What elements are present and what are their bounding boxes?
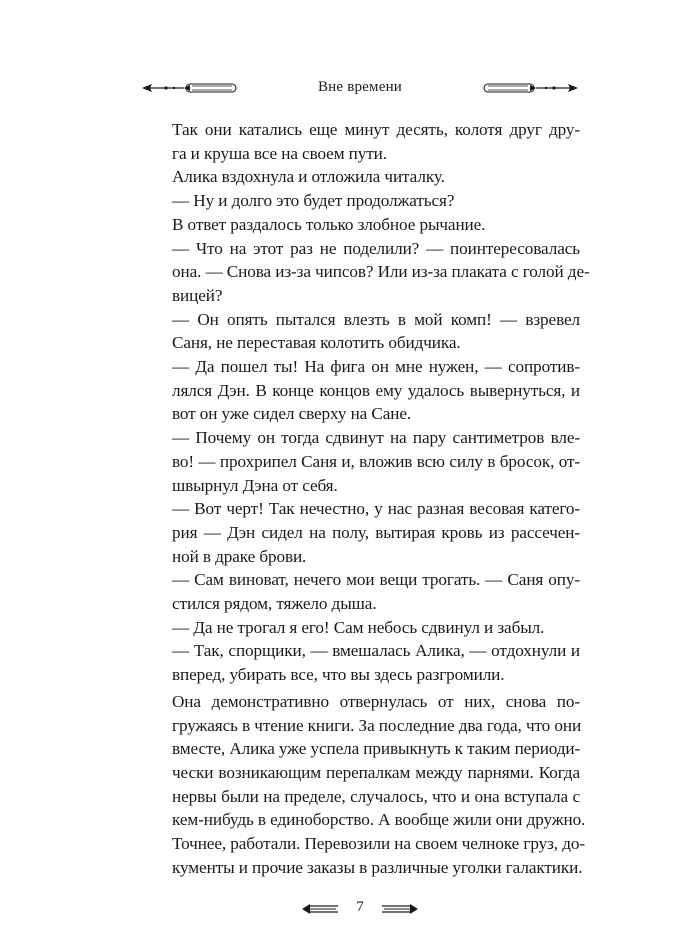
paragraph xyxy=(172,355,580,426)
text-line: вот он уже сидел сверху на Сане. xyxy=(172,404,412,424)
text-line: — Да пошел ты! На фига он мне нужен, — сопротив- xyxy=(172,357,580,377)
text-line: нервы были на пределе, случалось, что и она вступала с xyxy=(172,786,580,806)
text-line: — Что на этот раз не поделили? — поинтересовалась xyxy=(172,238,580,258)
text-line: — Сам виноват, нечего мои вещи трогать. — Саня опу- xyxy=(172,570,580,590)
text-line: швырнул Дэна от себя. xyxy=(172,475,338,495)
text-line: вперед, убирать все, что вы здесь разгромили. xyxy=(172,665,505,685)
page-number: 7 xyxy=(356,899,364,915)
text-line: — Почему он тогда сдвинут на пару сантиметров вле- xyxy=(172,428,580,448)
text-line: га и круша все на своем пути. xyxy=(172,143,387,163)
text-line: во! — прохрипел Саня и, вложив всю силу в бросок, от- xyxy=(172,451,580,471)
text-line: Точнее, работали. Перевозили на своем челноке груз, до- xyxy=(172,834,585,854)
running-title: Вне времени xyxy=(317,79,403,95)
paragraph xyxy=(172,308,580,355)
text-line: В ответ раздалось только злобное рычание. xyxy=(172,214,486,234)
ornament-right-icon xyxy=(480,80,580,101)
text-line: лялся Дэн. В конце концов ему удалось вывернуться, и xyxy=(172,380,580,400)
text-line: вицей? xyxy=(172,285,223,305)
paragraph xyxy=(172,189,580,213)
paragraph xyxy=(172,118,580,165)
paragraph xyxy=(172,426,580,497)
text-line: кем-нибудь в единоборство. А вообще жили они дружно. xyxy=(172,810,586,830)
text-line: — Ну и долго это будет продолжаться? xyxy=(172,191,455,211)
text-line: вместе, Алика уже успела привыкнуть к таким периоди- xyxy=(172,739,581,759)
paragraph xyxy=(172,616,580,640)
text-line: она. — Снова из-за чипсов? Или из-за плаката с голой де- xyxy=(172,262,590,282)
paragraph xyxy=(172,213,580,237)
running-header xyxy=(140,74,580,102)
text-line: кументы и прочие заказы в различные уголки галактики. xyxy=(172,857,583,877)
text-line: Саня, не переставая колотить обидчика. xyxy=(172,333,461,353)
text-line: Алика вздохнула и отложила читалку. xyxy=(172,167,445,187)
text-line: — Он опять пытался влезть в мой комп! — взревел xyxy=(172,309,580,329)
text-line: стился рядом, тяжело дыша. xyxy=(172,594,377,614)
paragraph xyxy=(172,639,580,686)
text-line: чески возникающим перепалкам между парнями. Когда xyxy=(172,762,580,782)
paragraph xyxy=(172,568,580,615)
ornament-arrow-right-icon xyxy=(380,902,420,921)
text-line: гружаясь в чтение книги. За последние два года, что они xyxy=(172,715,582,735)
paragraph xyxy=(172,497,580,568)
paragraph xyxy=(172,165,580,189)
paragraph xyxy=(172,690,586,880)
paragraph xyxy=(172,237,590,308)
text-line: Так они катались еще минут десять, колотя друг дру- xyxy=(172,120,580,139)
text-line: Она демонстративно отвернулась от них, снова по- xyxy=(172,691,580,711)
text-line: — Вот черт! Так нечестно, у нас разная весовая катего- xyxy=(172,499,580,519)
page-footer xyxy=(300,898,420,920)
text-line: ной в драке брови. xyxy=(172,546,307,566)
text-line: — Так, спорщики, — вмешалась Алика, — отдохнули и xyxy=(172,641,580,661)
text-line: рия — Дэн сидел на полу, вытирая кровь из рассечен- xyxy=(172,522,580,542)
text-line: — Да не трогал я его! Сам небось сдвинул и забыл. xyxy=(172,617,545,637)
page-body-text xyxy=(172,118,590,880)
